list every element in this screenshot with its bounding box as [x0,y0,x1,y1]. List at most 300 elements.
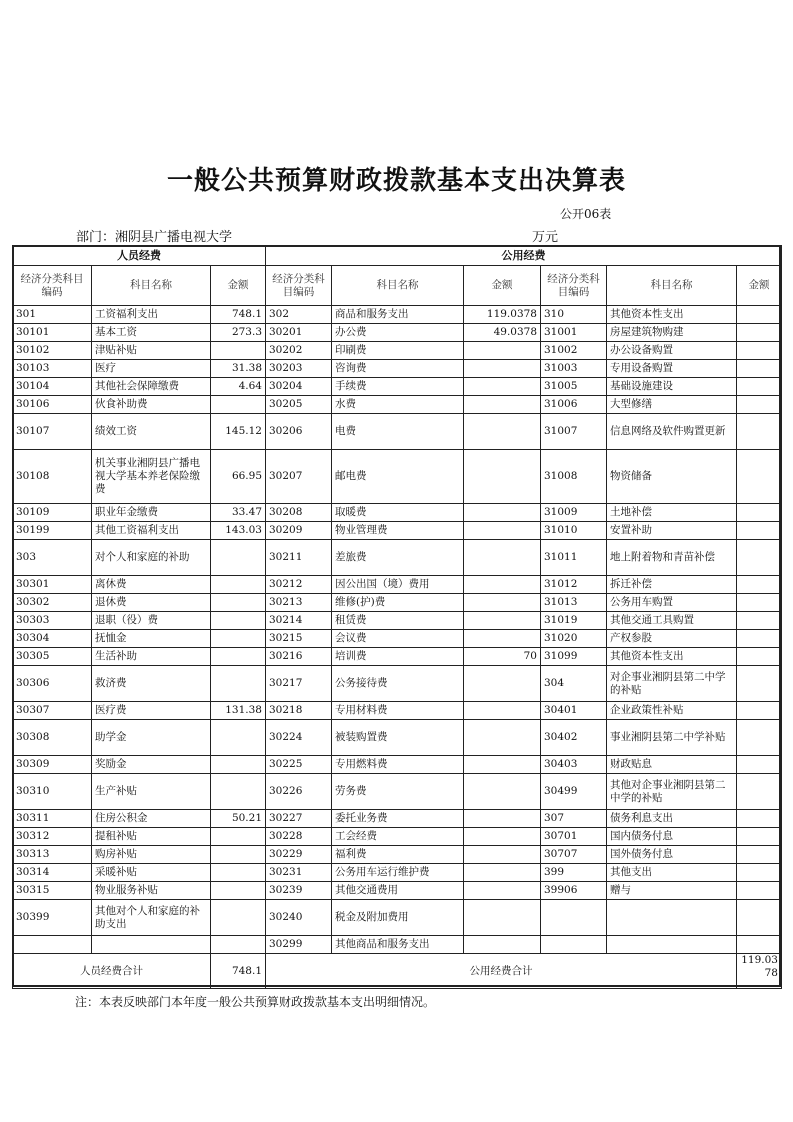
footnote: 注：本表反映部门本年度一般公共预算财政拨款基本支出明细情况。 [75,995,436,1009]
cell-amount [737,846,782,864]
cell-amount [464,828,541,846]
cell-code: 30311 [13,810,92,828]
cell-name: 国内债务付息 [607,828,737,846]
cell-amount: 31.38 [211,360,266,378]
cell-amount [211,630,266,648]
cell-amount [737,612,782,630]
cell-code: 30228 [266,828,332,846]
cell-amount [737,576,782,594]
cell-name: 抚恤金 [92,630,211,648]
cell-amount [464,666,541,702]
cell-amount [211,612,266,630]
cell-code: 30214 [266,612,332,630]
public-total-label: 公用经费合计 [266,954,737,989]
cell-code [541,900,607,936]
personnel-total-label: 人员经费合计 [13,954,211,989]
cell-code: 30301 [13,576,92,594]
cell-name: 电费 [332,414,464,450]
cell-name: 水费 [332,396,464,414]
cell-amount [737,630,782,648]
cell-amount [737,378,782,396]
cell-code: 30239 [266,882,332,900]
cell-amount [464,846,541,864]
cell-code: 30313 [13,846,92,864]
cell-name: 救济费 [92,666,211,702]
cell-code: 399 [541,864,607,882]
cell-code: 30225 [266,756,332,774]
cell-amount [737,774,782,810]
cell-code: 30227 [266,810,332,828]
cell-name: 土地补偿 [607,504,737,522]
cell-amount [737,504,782,522]
table-row [13,414,782,450]
table-row [13,846,782,864]
cell-name: 事业湘阴县第二中学补贴 [607,720,737,756]
cell-amount [211,594,266,612]
cell-name: 地上附着物和青苗补偿 [607,540,737,576]
cell-code: 30107 [13,414,92,450]
cell-name: 被装购置费 [332,720,464,756]
cell-code: 30304 [13,630,92,648]
cell-name: 助学金 [92,720,211,756]
cell-code: 30202 [266,342,332,360]
cell-name: 医疗 [92,360,211,378]
cell-code: 30226 [266,774,332,810]
cell-amount [464,414,541,450]
cell-name: 拆迁补偿 [607,576,737,594]
cell-code: 30213 [266,594,332,612]
cell-amount [464,810,541,828]
cell-name: 绩效工资 [92,414,211,450]
cell-name: 退职（役）费 [92,612,211,630]
cell-amount [211,864,266,882]
cell-name: 手续费 [332,378,464,396]
cell-amount [737,756,782,774]
table-row [13,450,782,504]
cell-amount [464,900,541,936]
header-name: 科目名称 [92,266,211,306]
cell-name: 债务利息支出 [607,810,737,828]
cell-code: 30109 [13,504,92,522]
table-row [13,504,782,522]
cell-name: 专用材料费 [332,702,464,720]
section-personnel: 人员经费 [13,246,266,266]
department-label: 部门：湘阴县广播电视大学 [76,230,233,245]
cell-code: 30308 [13,720,92,756]
cell-amount [737,540,782,576]
cell-name: 商品和服务支出 [332,306,464,324]
cell-code: 30229 [266,846,332,864]
cell-code: 30215 [266,630,332,648]
cell-code: 31002 [541,342,607,360]
cell-name: 津贴补贴 [92,342,211,360]
cell-name: 赠与 [607,882,737,900]
cell-name: 物业管理费 [332,522,464,540]
cell-name: 劳务费 [332,774,464,810]
cell-name: 维修(护)费 [332,594,464,612]
cell-code: 30401 [541,702,607,720]
cell-amount: 143.03 [211,522,266,540]
cell-amount [464,936,541,954]
cell-code: 31019 [541,612,607,630]
cell-amount [737,396,782,414]
cell-amount [464,720,541,756]
cell-name [92,936,211,954]
header-code: 经济分类科目编码 [266,266,332,306]
cell-name: 公务用车运行维护费 [332,864,464,882]
cell-name [607,900,737,936]
table-row [13,396,782,414]
cell-name: 办公设备购置 [607,342,737,360]
cell-code: 30104 [13,378,92,396]
cell-amount [737,306,782,324]
cell-code: 30212 [266,576,332,594]
cell-name: 工会经费 [332,828,464,846]
cell-name: 采暖补贴 [92,864,211,882]
cell-amount: 33.47 [211,504,266,522]
cell-code: 307 [541,810,607,828]
cell-code: 30216 [266,648,332,666]
cell-code: 30201 [266,324,332,342]
cell-code: 30303 [13,612,92,630]
cell-amount [211,900,266,936]
cell-code: 31099 [541,648,607,666]
cell-amount [464,540,541,576]
cell-amount [211,756,266,774]
cell-name: 医疗费 [92,702,211,720]
cell-code: 31003 [541,360,607,378]
cell-code: 30299 [266,936,332,954]
cell-name: 房屋建筑物购建 [607,324,737,342]
cell-amount [464,864,541,882]
cell-name: 工资福利支出 [92,306,211,324]
cell-code: 30206 [266,414,332,450]
cell-amount [464,774,541,810]
table-row [13,936,782,954]
cell-code: 30217 [266,666,332,702]
cell-code: 30205 [266,396,332,414]
cell-name: 其他社会保障缴费 [92,378,211,396]
cell-code: 30209 [266,522,332,540]
cell-code: 30399 [13,900,92,936]
cell-amount [737,450,782,504]
cell-amount [737,882,782,900]
table-row [13,756,782,774]
cell-amount: 748.1 [211,306,266,324]
cell-name: 基础设施建设 [607,378,737,396]
cell-code: 30211 [266,540,332,576]
header-code: 经济分类科目编码 [13,266,92,306]
cell-amount: 273.3 [211,324,266,342]
cell-name: 安置补助 [607,522,737,540]
cell-name: 奖励金 [92,756,211,774]
cell-code: 30231 [266,864,332,882]
table-row [13,810,782,828]
cell-code: 31001 [541,324,607,342]
cell-amount [211,666,266,702]
cell-amount [211,882,266,900]
header-amount: 金额 [464,266,541,306]
cell-name: 对企事业湘阴县第二中学的补贴 [607,666,737,702]
table-row [13,882,782,900]
cell-code: 30224 [266,720,332,756]
table-row [13,306,782,324]
cell-name: 其他交通工具购置 [607,612,737,630]
cell-name: 大型修缮 [607,396,737,414]
table-row [13,630,782,648]
cell-code: 30310 [13,774,92,810]
cell-amount [737,810,782,828]
cell-name: 提租补贴 [92,828,211,846]
cell-name: 伙食补助费 [92,396,211,414]
cell-amount [737,666,782,702]
cell-amount [464,612,541,630]
cell-code: 30707 [541,846,607,864]
cell-amount [464,594,541,612]
cell-name: 信息网络及软件购置更新 [607,414,737,450]
public-total-value: 119.0378 [737,954,782,989]
cell-amount [737,360,782,378]
cell-name: 生活补助 [92,648,211,666]
cell-code [13,936,92,954]
cell-code: 31008 [541,450,607,504]
cell-code: 30499 [541,774,607,810]
cell-name: 专用设备购置 [607,360,737,378]
cell-amount [211,846,266,864]
cell-name: 职业年金缴费 [92,504,211,522]
cell-name: 产权参股 [607,630,737,648]
cell-amount [211,648,266,666]
cell-code: 301 [13,306,92,324]
cell-amount [211,720,266,756]
cell-code [541,936,607,954]
cell-code: 30102 [13,342,92,360]
cell-code: 39906 [541,882,607,900]
expenditure-table [12,245,782,989]
cell-code: 31009 [541,504,607,522]
cell-name: 企业政策性补贴 [607,702,737,720]
cell-code: 30309 [13,756,92,774]
cell-amount [737,828,782,846]
cell-amount [737,720,782,756]
table-row [13,576,782,594]
cell-amount [737,702,782,720]
cell-amount [211,774,266,810]
cell-name: 办公费 [332,324,464,342]
cell-code: 30108 [13,450,92,504]
cell-amount [464,378,541,396]
cell-name: 印刷费 [332,342,464,360]
header-name: 科目名称 [332,266,464,306]
cell-amount [211,540,266,576]
cell-amount [737,414,782,450]
table-row [13,540,782,576]
cell-code: 310 [541,306,607,324]
cell-code: 30204 [266,378,332,396]
table-row [13,648,782,666]
cell-name: 取暖费 [332,504,464,522]
cell-code: 30101 [13,324,92,342]
cell-amount [211,936,266,954]
cell-amount: 145.12 [211,414,266,450]
cell-code: 30218 [266,702,332,720]
cell-code: 30240 [266,900,332,936]
table-body [13,306,782,954]
cell-amount [464,450,541,504]
cell-name: 专用燃料费 [332,756,464,774]
cell-code: 31010 [541,522,607,540]
cell-name: 其他交通费用 [332,882,464,900]
cell-amount [464,702,541,720]
cell-amount [464,882,541,900]
cell-name: 其他对个人和家庭的补助支出 [92,900,211,936]
cell-name: 物业服务补贴 [92,882,211,900]
cell-code: 30305 [13,648,92,666]
cell-amount [464,396,541,414]
cell-name: 基本工资 [92,324,211,342]
header-amount: 金额 [737,266,782,306]
table-row [13,522,782,540]
cell-name: 住房公积金 [92,810,211,828]
cell-amount [737,594,782,612]
cell-name: 福利费 [332,846,464,864]
cell-amount [737,324,782,342]
cell-name: 公务用车购置 [607,594,737,612]
cell-code: 30315 [13,882,92,900]
header-amount: 金额 [211,266,266,306]
cell-amount [211,396,266,414]
unit-label: 万元 [532,230,559,245]
page-title: 一般公共预算财政拨款基本支出决算表 [166,166,626,196]
cell-code: 30403 [541,756,607,774]
table-row [13,360,782,378]
cell-code: 30208 [266,504,332,522]
cell-code: 31011 [541,540,607,576]
cell-code: 31007 [541,414,607,450]
cell-name: 税金及附加费用 [332,900,464,936]
cell-name: 退休费 [92,594,211,612]
cell-amount: 50.21 [211,810,266,828]
cell-amount [737,936,782,954]
cell-code: 30207 [266,450,332,504]
cell-name: 生产补贴 [92,774,211,810]
cell-amount [464,576,541,594]
table-row [13,378,782,396]
cell-code: 30701 [541,828,607,846]
cell-amount [737,864,782,882]
cell-name: 咨询费 [332,360,464,378]
cell-code: 30307 [13,702,92,720]
cell-name: 其他工资福利支出 [92,522,211,540]
cell-amount [211,576,266,594]
cell-code: 31020 [541,630,607,648]
cell-name: 培训费 [332,648,464,666]
table-row [13,324,782,342]
cell-amount: 119.0378 [464,306,541,324]
table-row [13,774,782,810]
table-row [13,900,782,936]
cell-amount [464,756,541,774]
table-row [13,666,782,702]
cell-name: 购房补贴 [92,846,211,864]
table-row [13,612,782,630]
cell-code: 31012 [541,576,607,594]
header-name: 科目名称 [607,266,737,306]
cell-amount [211,828,266,846]
cell-amount: 131.38 [211,702,266,720]
cell-code: 302 [266,306,332,324]
cell-code: 30103 [13,360,92,378]
table-row [13,342,782,360]
personnel-total-value: 748.1 [211,954,266,989]
cell-code: 31005 [541,378,607,396]
cell-name: 财政贴息 [607,756,737,774]
form-number: 公开06表 [560,207,612,221]
cell-amount: 70 [464,648,541,666]
cell-name: 机关事业湘阴县广播电视大学基本养老保险缴费 [92,450,211,504]
cell-name: 邮电费 [332,450,464,504]
cell-amount [211,342,266,360]
cell-amount [737,522,782,540]
cell-code: 30312 [13,828,92,846]
cell-code: 30302 [13,594,92,612]
cell-name: 因公出国（境）费用 [332,576,464,594]
cell-name: 其他资本性支出 [607,648,737,666]
cell-name: 其他资本性支出 [607,306,737,324]
cell-name: 差旅费 [332,540,464,576]
table-row [13,864,782,882]
table-row [13,828,782,846]
cell-code: 30402 [541,720,607,756]
cell-amount [464,522,541,540]
cell-amount [737,900,782,936]
cell-amount: 49.0378 [464,324,541,342]
cell-name: 委托业务费 [332,810,464,828]
table-row [13,702,782,720]
cell-name: 其他支出 [607,864,737,882]
cell-amount [464,504,541,522]
cell-name: 物资储备 [607,450,737,504]
cell-code: 30199 [13,522,92,540]
section-public: 公用经费 [266,246,782,266]
cell-name: 其他商品和服务支出 [332,936,464,954]
cell-amount [737,648,782,666]
cell-name: 公务接待费 [332,666,464,702]
cell-code: 303 [13,540,92,576]
cell-amount [737,342,782,360]
cell-amount [464,342,541,360]
cell-code: 30314 [13,864,92,882]
cell-amount [464,630,541,648]
cell-name: 会议费 [332,630,464,648]
table-row [13,594,782,612]
cell-name [607,936,737,954]
cell-name: 其他对企事业湘阴县第二中学的补贴 [607,774,737,810]
cell-name: 对个人和家庭的补助 [92,540,211,576]
cell-name: 离休费 [92,576,211,594]
cell-amount: 4.64 [211,378,266,396]
cell-code: 30106 [13,396,92,414]
cell-code: 30306 [13,666,92,702]
cell-code: 31006 [541,396,607,414]
cell-amount [464,360,541,378]
header-code: 经济分类科目编码 [541,266,607,306]
cell-name: 国外债务付息 [607,846,737,864]
cell-code: 31013 [541,594,607,612]
cell-code: 304 [541,666,607,702]
table-row [13,720,782,756]
cell-code: 30203 [266,360,332,378]
